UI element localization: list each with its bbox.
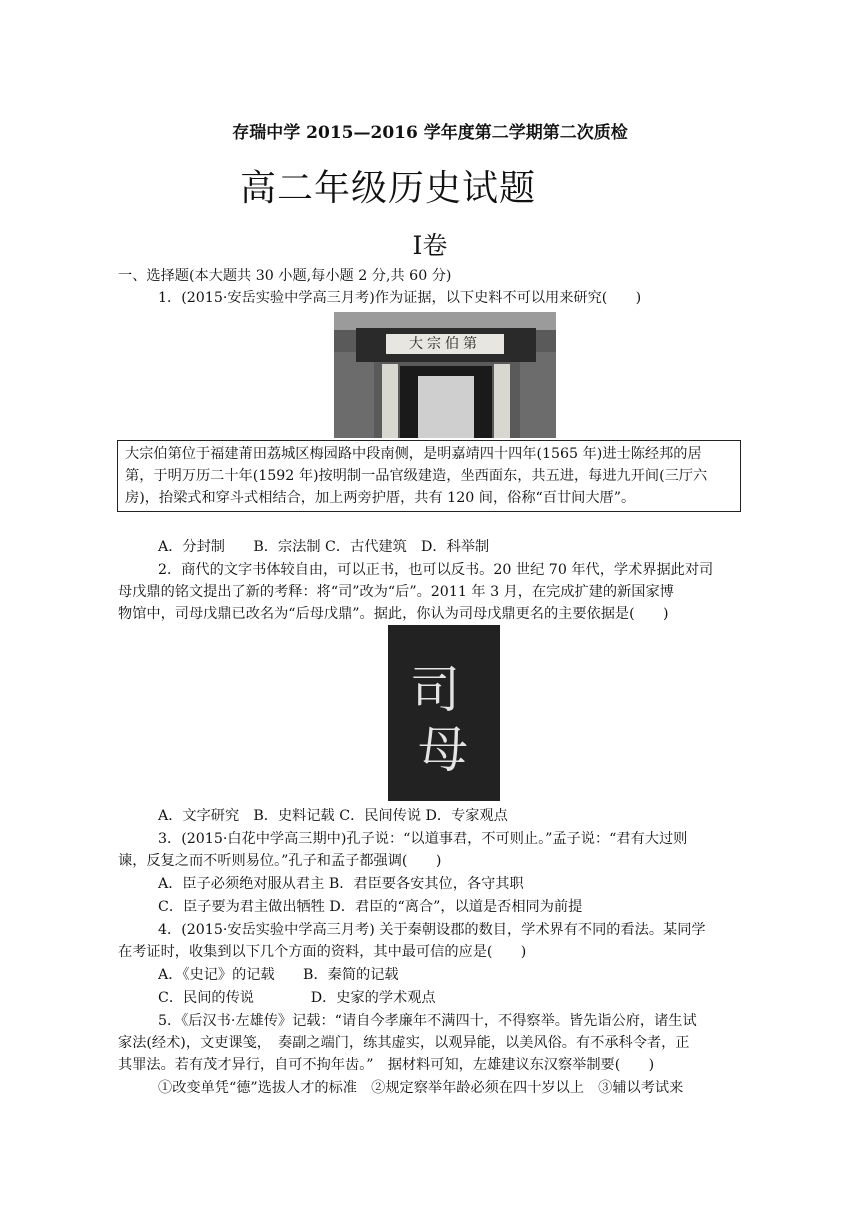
question-2-line-3: 物馆中，司母戊鼎已改名为“后母戊鼎”。据此，你认为司母戊鼎更名的主要依据是( ) (118, 606, 669, 622)
question-4-line-1: 4．(2015·安岳实验中学高三月考) 关于秦朝设郡的数目，学术界有不同的看法。某同学 (158, 922, 706, 938)
question-1-options: A．分封制 B．宗法制 C．古代建筑 D．科举制 (158, 539, 490, 555)
school-exam-heading: 存瑞中学 2015—2016 学年度第二学期第二次质检 (232, 123, 628, 143)
question-2-line-2: 母戊鼎的铭文提出了新的考释：将“司”改为“后”。2011 年 3 月，在完成扩建的新国家博 (118, 584, 674, 600)
question-1-stem: 1．(2015·安岳实验中学高三月考)作为证据，以下史料不可以用来研究( ) (158, 290, 642, 306)
question-5-line-2: 家法(经术)，文吏课笺， 奏副之端门，练其虚实，以观异能，以美风俗。有不承科令者，正 (118, 1035, 690, 1051)
question-3-line-1: 3．(2015·白花中学高三期中)孔子说：“以道事君，不可则止。”孟子说：“君有大过则 (158, 831, 688, 847)
building-photo (334, 312, 556, 438)
question-2-options: A．文字研究 B．史料记载 C．民间传说 D．专家观点 (158, 808, 508, 824)
question-5-line-1: 5．《后汉书·左雄传》记载：“请自今孝廉年不满四十，不得察举。皆先诣公府，诸生试 (158, 1013, 697, 1029)
bronze-inscription-rubbing: 司 母 (388, 625, 500, 801)
question-3-line-2: 谏，反复之而不听则易位。”孔子和孟子都强调( ) (118, 853, 442, 869)
section-heading: 一、选择题(本大题共 30 小题,每小题 2 分,共 60 分) (118, 268, 452, 284)
box-line-2: 第，于明万历二十年(1592 年)按明制一品官级建造，坐西面东，共五进，每进九开间(三厅六 (125, 468, 708, 484)
volume-label: Ⅰ卷 (412, 231, 448, 260)
question-5-line-3: 其罪法。若有茂才异行，自可不拘年齿。” 据材料可知，左雄建议东汉察举制要( ) (118, 1057, 655, 1073)
question-4-options-1: A．《史记》的记载 B．秦简的记载 (158, 967, 399, 983)
question-2-line-1: 2．商代的文字书体较自由，可以正书，也可以反书。20 世纪 70 年代，学术界据此对司 (158, 562, 714, 578)
question-4-line-2: 在考证时，收集到以下几个方面的资料，其中最可信的应是( ) (118, 944, 527, 960)
question-4-options-2: C．民间的传说 D．史家的学术观点 (158, 990, 436, 1006)
photo-plaque: 大宗伯第 (386, 334, 504, 354)
question-3-options-1: A．臣子必须绝对服从君主 B．君臣要各安其位，各守其职 (158, 876, 524, 892)
box-line-3: 房)，抬梁式和穿斗式相结合，加上两旁护厝，共有 120 间，俗称“百廿间大厝”。 (125, 490, 636, 506)
question-3-options-2: C．臣子要为君主做出牺牲 D．君臣的“离合”，以道是否相同为前提 (158, 899, 583, 915)
box-line-1: 大宗伯第位于福建莆田荔城区梅园路中段南侧，是明嘉靖四十四年(1565 年)进士陈经邦的居 (125, 446, 702, 462)
page-title: 高二年级历史试题 (240, 168, 537, 209)
question-5-line-4: ①改变单凭“德”选拔人才的标准 ②规定察举年龄必须在四十岁以上 ③辅以考试来 (158, 1080, 684, 1096)
